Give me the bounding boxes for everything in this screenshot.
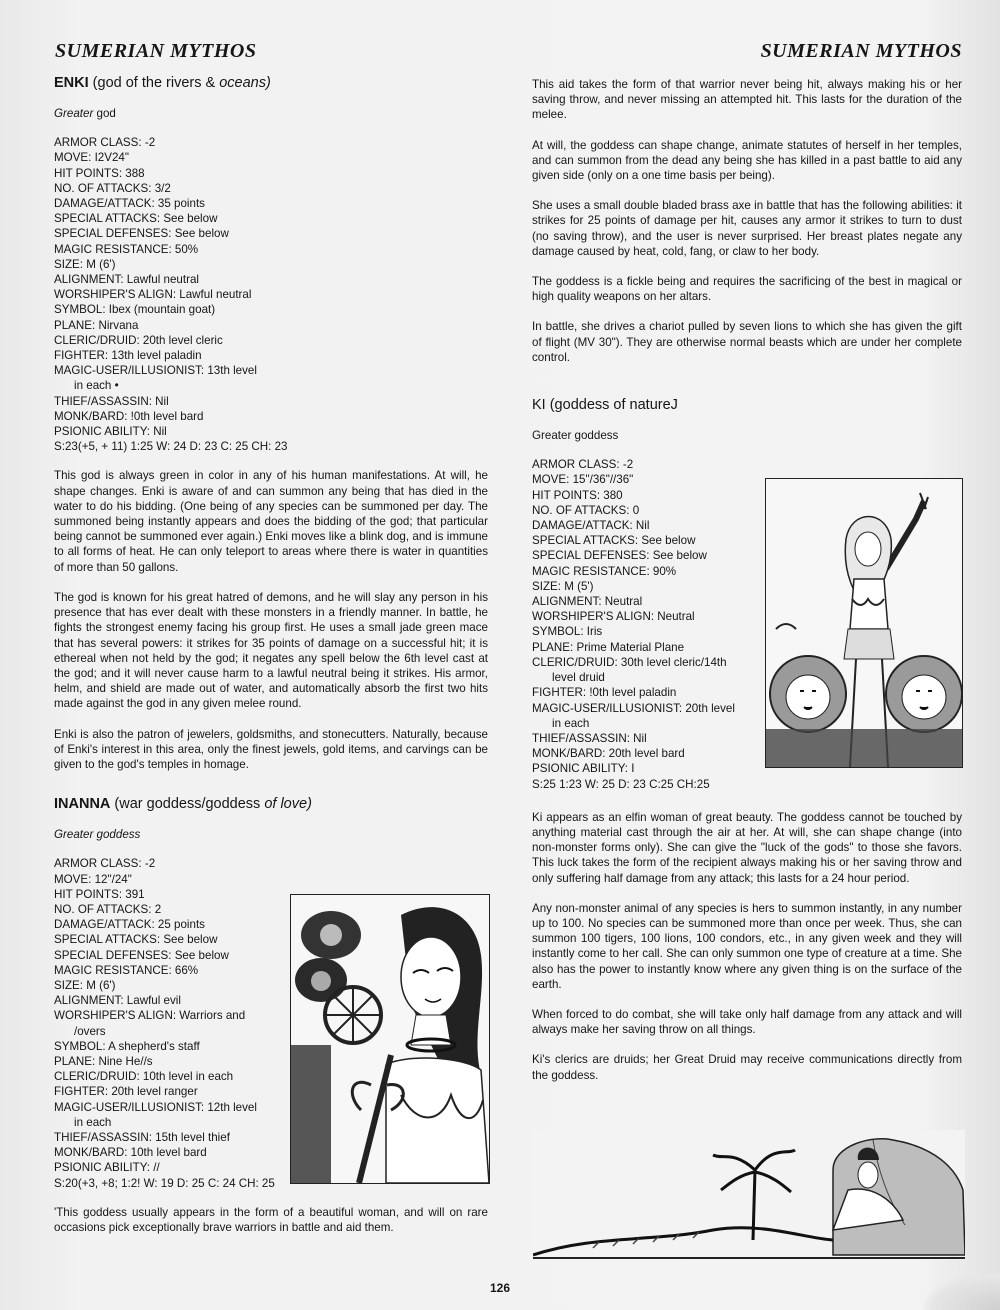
stat-line: SIZE: M (5') (532, 579, 594, 593)
stat-line: SYMBOL: A shepherd's staff (54, 1039, 200, 1053)
stat-line: ARMOR CLASS: -2 (532, 458, 634, 472)
enki-paragraph: The god is known for his great hatred of demons, and he will slay any person in his presence that has ever dealt with these monsters in a friendly manner. In battle, he fights the strongest enemy facing his group first. He uses a small jade green mace that has several powers: it strikes for 35 points of damage on a successful hit; it is ethereal when not held by the god; it negates any spell below the 6th level cast at the god; and it will never cause harm to a lawful neutral being it strikes. His armor, helm, and shield are made out of water, and automatically absorb the first two hits made against the god in any given melee round. (54, 590, 488, 711)
inanna-paragraph: In battle, she drives a chariot pulled by seven lions to which she has given the gift of flight (MV 30"). They are otherwise normal beasts which are under her complete control. (532, 320, 962, 364)
goddess-chariot-icon (291, 895, 489, 1183)
inanna-ability-scores: S:20(+3, +8; 1:2! W: 19 D: 25 C: 24 CH: 25 (54, 1176, 275, 1190)
stat-line: in each (74, 1115, 112, 1129)
stat-line: ALIGNMENT: Lawful evil (54, 994, 181, 1008)
inanna-paragraph: At will, the goddess can shape change, animate statutes of herself in her temples, and can summon from the dead any being she has killed in a past battle to aid any given side (only on a one time basis per being). (532, 138, 962, 183)
stat-line: THIEF/ASSASSIN: 15th level thief (54, 1130, 230, 1144)
stat-line: ALIGNMENT: Lawful neutral (54, 273, 199, 287)
stat-line: PLANE: Prime Material Plane (532, 640, 685, 654)
ki-title: (goddess of nature (545, 397, 671, 414)
stat-line: SPECIAL ATTACKS: See below (54, 933, 218, 947)
stat-line: THIEF/ASSASSIN: Nil (54, 394, 169, 408)
enki-heading (54, 74, 488, 92)
inanna-title: (war goddess/goddess (110, 796, 265, 813)
ki-heading (532, 396, 962, 414)
stat-line: DAMAGE/ATTACK: Nil (532, 519, 650, 533)
ki-rank: Greater goddess (532, 429, 619, 443)
inanna-name: INANNA (54, 796, 111, 813)
stat-line: MONK/BARD: !0th level bard (54, 409, 204, 423)
enki-ability-scores: S:23(+5, + 11) 1:25 W: 24 D: 23 C: 25 CH: 23 (54, 440, 288, 454)
stat-line: SIZE: M (6') (54, 978, 116, 992)
stat-line: WORSHIPER'S ALIGN: Lawful neutral (54, 288, 252, 302)
stat-line: NO. OF ATTACKS: 2 (54, 902, 162, 916)
stat-line: MAGIC-USER/ILLUSIONIST: 12th level (54, 1100, 257, 1114)
enki-paragraph: This god is always green in color in any of his human manifestations. At will, he shape changes. Enki is aware of and can summon any being that has died in the water to do his bidding. (One being of any species can be summoned per day. The summoned being instantly appears and does the bidding of the god; that particular being cannot be summoned ever again.) Enki moves like a blink dog, and is immune to all forms of heat. He can only teleport to areas where there is water in quantities of more than 50 gallons. (54, 469, 488, 574)
stat-line: HIT POINTS: 391 (54, 887, 145, 901)
stat-line: MAGIC RESISTANCE: 50% (54, 242, 199, 256)
stat-line: PSIONIC ABILITY: Nil (54, 425, 167, 439)
ki-title-tail: J (670, 397, 678, 414)
stat-line: HIT POINTS: 380 (532, 488, 623, 502)
stat-line: NO. OF ATTACKS: 3/2 (54, 181, 171, 195)
stat-line: CLERIC/DRUID: 20th level cleric (54, 333, 223, 347)
stat-line: in each (552, 716, 590, 730)
enki-name: ENKI (54, 75, 89, 91)
stat-line: SYMBOL: Iris (532, 625, 603, 639)
enki-title: (god of the rivers & (88, 75, 220, 91)
inanna-title-italic: of love) (264, 796, 312, 813)
stat-line: MAGIC RESISTANCE: 66% (54, 963, 199, 977)
ki-illustration (765, 478, 963, 768)
stat-line: SPECIAL ATTACKS: See below (532, 534, 696, 548)
page-number: 126 (489, 1281, 511, 1295)
stat-line: in each • (74, 379, 119, 393)
stat-line: PSIONIC ABILITY: I (532, 762, 635, 776)
ki-paragraph: Ki's clerics are druids; her Great Druid may receive communications directly from the goddess. (532, 1053, 962, 1082)
stat-line: MAGIC RESISTANCE: 90% (532, 564, 677, 578)
stat-line: FIGHTER: 20th level ranger (54, 1085, 198, 1099)
running-head-right: SUMERIAN MYTHOS (760, 40, 962, 62)
stat-line: PLANE: Nine He//s (54, 1054, 153, 1068)
inanna-paragraph: 'This goddess usually appears in the form of a beautiful woman, and will on rare occasions pick exceptionally brave warriors in battle and aid them. (54, 1205, 488, 1234)
stat-line: PLANE: Nirvana (54, 318, 139, 332)
ki-paragraph: When forced to do combat, she will take only half damage from any attack and will always make her saving throw on all things. (532, 1007, 962, 1037)
stat-line: WORSHIPER'S ALIGN: Warriors and (54, 1009, 246, 1023)
enki-rank (54, 106, 488, 121)
stat-line: ARMOR CLASS: -2 (54, 857, 156, 871)
enki-paragraph: Enki is also the patron of jewelers, goldsmiths, and stonecutters. Naturally, because of Enki's interest in this area, only the finest jewels, gold items, and carvings can be given to the god's temples in homage. (54, 727, 488, 771)
ki-paragraph: Ki appears as an elfin woman of great beauty. The goddess cannot be touched by anything material cast through the air at her. At will, she can shape change (into non-monster forms only). She can give the "luck of the gods" to those she favors. This luck takes the form of the recipient always making his or her saving throw and only suffering half damage from any attack; this lasts for a 24 hour period. (532, 810, 962, 885)
stat-line: MOVE: 15"/36"//36" (532, 473, 634, 487)
inanna-illustration (290, 894, 490, 1184)
ki-ability-scores: S:25 1:23 W: 25 D: 23 C:25 CH:25 (532, 777, 710, 791)
ki-stat-block (532, 457, 762, 776)
stat-line: SYMBOL: Ibex (mountain goat) (54, 303, 216, 317)
stat-line: PSIONIC ABILITY: // (54, 1161, 160, 1175)
stat-line: SPECIAL DEFENSES: See below (54, 948, 229, 962)
enki-stat-block (54, 135, 488, 439)
inanna-paragraph: The goddess is a fickle being and requires the sacrificing of the best in magical or high quality weapons on her altars. (532, 275, 962, 304)
stat-line: MAGIC-USER/ILLUSIONIST: 13th level (54, 364, 257, 378)
inanna-heading (54, 795, 488, 813)
stat-line: MONK/BARD: 10th level bard (54, 1146, 207, 1160)
enki-rank-word: Greater (54, 107, 94, 120)
ki-paragraph: Any non-monster animal of any species is hers to summon instantly, in any number up to 100. No species can be summoned more than once per week. Thus, she can summon 100 tigers, 100 lions, 100 condors, etc., in any given week and they will instantly come to her call. She can only summon one type of creature at a time. She also has the power to instantly know where any given thing is on the surface of the earth. (532, 901, 962, 991)
stat-line: NO. OF ATTACKS: 0 (532, 503, 640, 517)
stat-line: SPECIAL DEFENSES: See below (532, 549, 707, 563)
enki-title-italic: oceans) (219, 75, 271, 91)
stat-line: SPECIAL ATTACKS: See below (54, 212, 218, 226)
stat-line: /overs (74, 1024, 106, 1038)
stat-line: level druid (552, 671, 605, 685)
inanna-rank: Greater goddess (54, 828, 141, 842)
stat-line: SPECIAL DEFENSES: See below (54, 227, 229, 241)
stat-line: SIZE: M (6') (54, 257, 116, 271)
goddess-with-lions-icon (766, 479, 962, 767)
stat-line: FIGHTER: !0th level paladin (532, 686, 677, 700)
ki-name: KI (532, 397, 546, 414)
stat-line: CLERIC/DRUID: 30th level cleric/14th (532, 655, 727, 669)
stat-line: MOVE: I2V24" (54, 151, 129, 165)
stat-line: ALIGNMENT: Neutral (532, 595, 643, 609)
stat-line: ARMOR CLASS: -2 (54, 136, 156, 150)
running-head-left: SUMERIAN MYTHOS (55, 40, 257, 62)
reclining-goddess-icon (533, 1130, 965, 1260)
ki-reclining-illustration (533, 1130, 965, 1260)
stat-line: MAGIC-USER/ILLUSIONIST: 20th level (532, 701, 735, 715)
stat-line: MONK/BARD: 20th level bard (532, 747, 685, 761)
enki-rank-type: god (93, 107, 116, 120)
stat-line: HIT POINTS: 388 (54, 166, 145, 180)
page-curl-shadow (920, 1270, 1000, 1310)
stat-line: CLERIC/DRUID: 10th level in each (54, 1070, 234, 1084)
inanna-paragraph: This aid takes the form of that warrior never being hit, always making his or her saving throw, and never missing an attempted hit. This lasts for the duration of the melee. (532, 78, 962, 122)
stat-line: THIEF/ASSASSIN: Nil (532, 731, 647, 745)
stat-line: FIGHTER: 13th level paladin (54, 349, 202, 363)
stat-line: DAMAGE/ATTACK: 25 points (54, 918, 205, 932)
inanna-paragraph: She uses a small double bladed brass axe in battle that has the following abilities: it strikes for 25 points of damage per hit, causes any armor it strikes to turn to dust (no saving throw), and the user is never surprised. Her breast plates negate any damage caused by heat, cold, fang, or claw to her body. (532, 199, 962, 258)
stat-line: MOVE: 12"/24" (54, 872, 132, 886)
stat-line: DAMAGE/ATTACK: 35 points (54, 197, 205, 211)
stat-line: WORSHIPER'S ALIGN: Neutral (532, 610, 695, 624)
